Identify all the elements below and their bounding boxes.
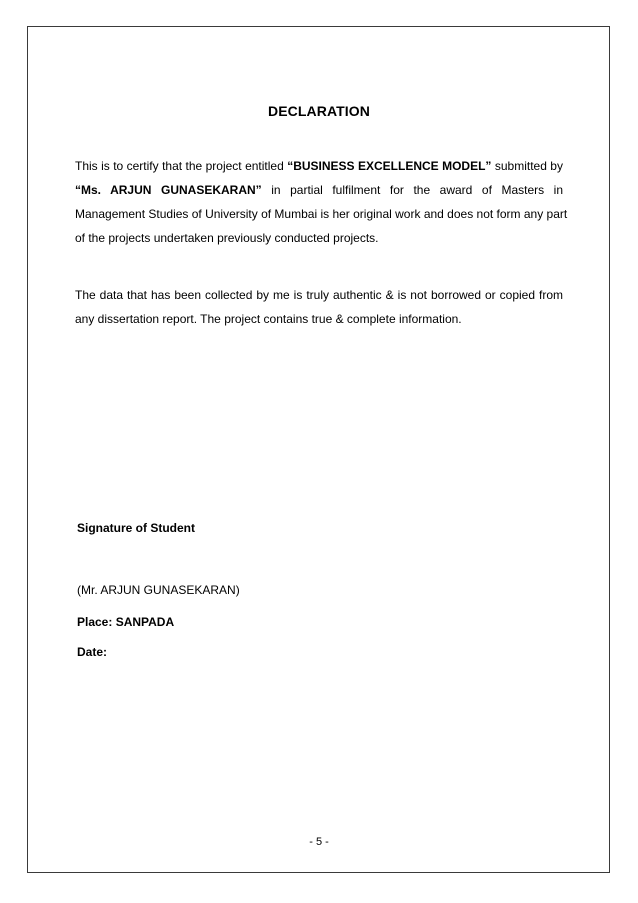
project-title: “BUSINESS EXCELLENCE MODEL” <box>287 159 492 173</box>
certification-line-2 <box>75 178 563 202</box>
certification-intro-text: This is to certify that the project entitled <box>75 159 288 173</box>
certification-paragraph <box>75 154 568 250</box>
place-label: Place: SANPADA <box>77 615 175 629</box>
certification-line-4: of the projects undertaken previously conducted projects. <box>75 231 379 245</box>
student-name: (Mr. ARJUN GUNASEKARAN) <box>77 583 240 597</box>
award-text: in partial fulfilment for the award of Masters in <box>261 183 564 197</box>
signature-label: Signature of Student <box>77 521 195 535</box>
authenticity-line-1: The data that has been collected by me is truly authentic & is not borrowed or copied from <box>75 288 563 302</box>
authenticity-line-2: any dissertation report. The project contains true & complete information. <box>75 312 462 326</box>
submitted-by-text: submitted by <box>491 159 563 173</box>
page-title: DECLARATION <box>268 103 370 119</box>
date-label: Date: <box>77 645 108 659</box>
certification-line-1 <box>75 154 563 178</box>
certification-line-3: Management Studies of University of Mumbai is her original work and does not form any part <box>75 207 568 221</box>
student-name-quoted: “Ms. ARJUN GUNASEKARAN” <box>75 183 262 197</box>
authenticity-paragraph <box>75 283 563 331</box>
page-number: - 5 - <box>309 836 329 848</box>
